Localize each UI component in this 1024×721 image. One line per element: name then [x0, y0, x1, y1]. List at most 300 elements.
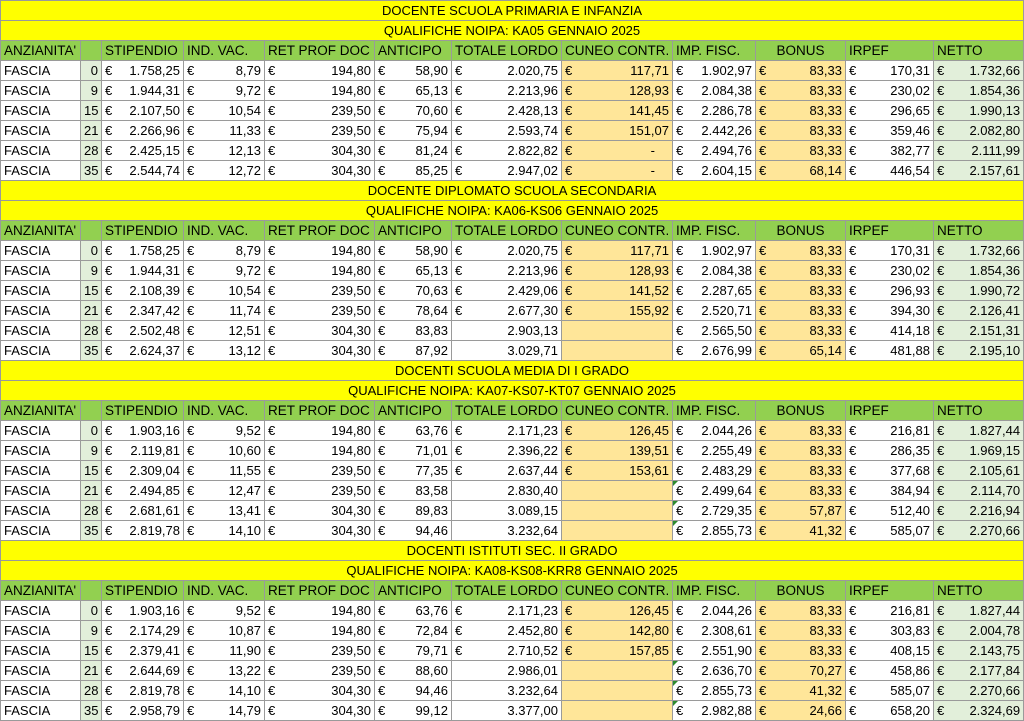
- euro-sign: €: [759, 123, 767, 138]
- amount: 239,50: [331, 123, 371, 138]
- currency-value: [849, 321, 930, 340]
- currency-value: [187, 421, 261, 440]
- fascia-cell: FASCIA: [1, 621, 81, 641]
- amount: 2.636,70: [701, 663, 752, 678]
- amount: 194,80: [331, 423, 371, 438]
- netto-cell: [934, 681, 1024, 701]
- ret-prof-doc-cell: [265, 701, 375, 721]
- amount: 83,33: [809, 423, 842, 438]
- amount: 239,50: [331, 643, 371, 658]
- imp-fisc-cell: [673, 641, 756, 661]
- euro-sign: €: [105, 423, 113, 438]
- amount: 230,02: [890, 263, 930, 278]
- currency-value: [378, 441, 448, 460]
- currency-value: [849, 281, 930, 300]
- ret-prof-doc-cell: [265, 661, 375, 681]
- euro-sign: €: [565, 263, 573, 278]
- amount: 2.287,65: [701, 283, 752, 298]
- currency-value: [565, 441, 669, 460]
- amount: 382,77: [890, 143, 930, 158]
- header-row: [1, 41, 1024, 61]
- currency-value: [849, 641, 930, 660]
- irpef-cell: [846, 621, 934, 641]
- euro-sign: €: [937, 663, 945, 678]
- irpef-cell: [846, 441, 934, 461]
- euro-sign: €: [105, 143, 113, 158]
- currency-value: [187, 281, 261, 300]
- currency-value: [937, 501, 1020, 520]
- currency-value: [268, 241, 371, 260]
- euro-sign: €: [378, 603, 386, 618]
- euro-sign: €: [378, 623, 386, 638]
- stipendio-cell: [102, 521, 184, 541]
- fascia-cell: FASCIA: [1, 501, 81, 521]
- amount: 2.637,44: [507, 463, 558, 478]
- netto-cell: [934, 281, 1024, 301]
- table-row: [1, 421, 1024, 441]
- currency-value: [849, 61, 930, 80]
- currency-value: [565, 161, 669, 180]
- euro-sign: €: [187, 683, 195, 698]
- euro-sign: €: [676, 703, 684, 718]
- euro-sign: €: [455, 643, 463, 658]
- header-netto: NETTO: [934, 581, 1024, 601]
- ret-prof-doc-cell: [265, 141, 375, 161]
- currency-value: [676, 701, 752, 720]
- totale-lordo-cell: [452, 501, 562, 521]
- euro-sign: €: [937, 423, 945, 438]
- currency-value: [187, 121, 261, 140]
- currency-value: [378, 641, 448, 660]
- amount: 14,10: [228, 683, 261, 698]
- euro-sign: €: [849, 63, 857, 78]
- bonus-cell: [756, 121, 846, 141]
- ret-prof-doc-cell: [265, 521, 375, 541]
- amount: 2.520,71: [701, 303, 752, 318]
- euro-sign: €: [187, 63, 195, 78]
- currency-value: [759, 681, 842, 700]
- netto-cell: [934, 621, 1024, 641]
- euro-sign: €: [759, 103, 767, 118]
- euro-sign: €: [849, 423, 857, 438]
- euro-sign: €: [676, 303, 684, 318]
- bonus-cell: [756, 641, 846, 661]
- amount: 141,45: [629, 103, 669, 118]
- amount: 194,80: [331, 603, 371, 618]
- euro-sign: €: [676, 623, 684, 638]
- currency-value: [268, 321, 371, 340]
- irpef-cell: [846, 461, 934, 481]
- stipendio-cell: [102, 321, 184, 341]
- amount: 2.177,84: [969, 663, 1021, 678]
- amount: 72,84: [415, 623, 448, 638]
- euro-sign: €: [676, 483, 684, 498]
- currency-value: [849, 121, 930, 140]
- section-subtitle: [1, 561, 1024, 581]
- euro-sign: €: [759, 303, 767, 318]
- euro-sign: €: [565, 623, 573, 638]
- header-totale-lordo: TOTALE LORDO: [452, 581, 562, 601]
- amount: 142,80: [629, 623, 669, 638]
- currency-value: [565, 601, 669, 620]
- euro-sign: €: [187, 243, 195, 258]
- amount: 68,14: [809, 163, 842, 178]
- ind-vac-cell: [184, 421, 265, 441]
- bonus-cell: [756, 301, 846, 321]
- currency-value: [268, 621, 371, 640]
- imp-fisc-cell: [673, 521, 756, 541]
- fascia-cell: FASCIA: [1, 341, 81, 361]
- euro-sign: €: [187, 523, 195, 538]
- amount: 81,24: [415, 143, 448, 158]
- amount: 2.082,80: [969, 123, 1021, 138]
- header-row: [1, 401, 1024, 421]
- amount: 194,80: [331, 63, 371, 78]
- stipendio-cell: [102, 601, 184, 621]
- amount: 2.681,61: [129, 503, 180, 518]
- amount: 63,76: [415, 423, 448, 438]
- section-subtitle: [1, 381, 1024, 401]
- stipendio-cell: [102, 81, 184, 101]
- header-ret-prof-doc: RET PROF DOC: [265, 401, 375, 421]
- euro-sign: €: [676, 243, 684, 258]
- amount: 2.174,29: [129, 623, 180, 638]
- amount: 2.111,99: [971, 143, 1021, 158]
- totale-lordo-cell: [452, 101, 562, 121]
- currency-value: [565, 301, 669, 320]
- amount: 304,30: [331, 343, 371, 358]
- currency-value: [455, 101, 558, 120]
- amount: 1.903,16: [129, 423, 180, 438]
- cuneo-contr-cell: [562, 301, 673, 321]
- ind-vac-cell: [184, 101, 265, 121]
- amount: 303,83: [890, 623, 930, 638]
- fascia-cell: FASCIA: [1, 321, 81, 341]
- amount: 10,54: [228, 103, 261, 118]
- euro-sign: €: [565, 283, 573, 298]
- currency-value: [378, 501, 448, 520]
- ind-vac-cell: [184, 601, 265, 621]
- euro-sign: €: [455, 443, 463, 458]
- currency-value: [455, 621, 558, 640]
- amount: 2.151,31: [969, 323, 1021, 338]
- section-subtitle-text: QUALIFICHE NOIPA: KA06-KS06 GENNAIO 2025: [1, 201, 1024, 221]
- header-stipendio: STIPENDIO: [102, 581, 184, 601]
- amount: 585,07: [890, 523, 930, 538]
- totale-lordo-cell: [452, 461, 562, 481]
- imp-fisc-cell: [673, 321, 756, 341]
- amount: 87,92: [415, 343, 448, 358]
- amount: 83,33: [809, 303, 842, 318]
- amount: 11,55: [229, 463, 261, 478]
- euro-sign: €: [187, 283, 195, 298]
- amount: 65,13: [415, 263, 448, 278]
- fascia-cell: FASCIA: [1, 661, 81, 681]
- anticipo-cell: [375, 481, 452, 501]
- header-anticipo: ANTICIPO: [375, 581, 452, 601]
- amount: 230,02: [890, 83, 930, 98]
- amount: 2.396,22: [507, 443, 558, 458]
- amount: 83,33: [809, 243, 842, 258]
- amount: 1.902,97: [701, 63, 752, 78]
- euro-sign: €: [849, 263, 857, 278]
- currency-value: [455, 261, 558, 280]
- anticipo-cell: [375, 321, 452, 341]
- currency-value: [937, 261, 1020, 280]
- currency-value: [676, 621, 752, 640]
- currency-value: [105, 61, 180, 80]
- section-subtitle-text: QUALIFICHE NOIPA: KA05 GENNAIO 2025: [1, 21, 1024, 41]
- imp-fisc-cell: [673, 501, 756, 521]
- euro-sign: €: [268, 603, 276, 618]
- totale-lordo-cell: [452, 441, 562, 461]
- header-bonus: BONUS: [756, 581, 846, 601]
- currency-value: [378, 61, 448, 80]
- ret-prof-doc-cell: [265, 81, 375, 101]
- table-row: [1, 101, 1024, 121]
- euro-sign: €: [676, 503, 684, 518]
- irpef-cell: [846, 481, 934, 501]
- amount: 2.308,61: [701, 623, 752, 638]
- stipendio-cell: [102, 481, 184, 501]
- netto-cell: [934, 521, 1024, 541]
- totale-lordo-cell: [452, 301, 562, 321]
- amount: 296,65: [890, 103, 930, 118]
- anzianita-cell: 21: [81, 481, 102, 501]
- currency-value: [187, 101, 261, 120]
- amount: 12,13: [228, 143, 261, 158]
- currency-value: [849, 301, 930, 320]
- stipendio-cell: [102, 161, 184, 181]
- currency-value: [937, 521, 1020, 540]
- euro-sign: €: [676, 63, 684, 78]
- euro-sign: €: [565, 303, 573, 318]
- ret-prof-doc-cell: [265, 321, 375, 341]
- anticipo-cell: [375, 421, 452, 441]
- euro-sign: [455, 681, 459, 700]
- currency-value: [759, 421, 842, 440]
- amount: 1.732,66: [969, 243, 1021, 258]
- euro-sign: €: [759, 143, 767, 158]
- amount: 9,72: [235, 83, 261, 98]
- euro-sign: €: [937, 103, 945, 118]
- currency-value: [937, 121, 1020, 140]
- euro-sign: €: [105, 323, 113, 338]
- currency-value: [676, 121, 752, 140]
- amount: 151,07: [629, 123, 669, 138]
- currency-value: [937, 701, 1020, 720]
- euro-sign: €: [268, 703, 276, 718]
- euro-sign: [455, 321, 459, 340]
- euro-sign: €: [268, 623, 276, 638]
- amount: 126,45: [629, 423, 669, 438]
- imp-fisc-cell: [673, 61, 756, 81]
- currency-value: [937, 321, 1020, 340]
- header-imp-fisc: IMP. FISC.: [673, 221, 756, 241]
- section-subtitle-text: QUALIFICHE NOIPA: KA08-KS08-KRR8 GENNAIO 2025: [1, 561, 1024, 581]
- netto-cell: [934, 321, 1024, 341]
- fascia-cell: FASCIA: [1, 301, 81, 321]
- amount: 65,13: [415, 83, 448, 98]
- ind-vac-cell: [184, 441, 265, 461]
- irpef-cell: [846, 421, 934, 441]
- amount: 2.171,23: [507, 423, 558, 438]
- ind-vac-cell: [184, 141, 265, 161]
- amount: 239,50: [331, 483, 371, 498]
- amount: 75,94: [415, 123, 448, 138]
- table-row: [1, 661, 1024, 681]
- currency-value: [849, 681, 930, 700]
- anticipo-cell: [375, 341, 452, 361]
- ret-prof-doc-cell: [265, 241, 375, 261]
- table-row: [1, 701, 1024, 721]
- euro-sign: €: [849, 323, 857, 338]
- anzianita-cell: 28: [81, 141, 102, 161]
- currency-value: [455, 141, 558, 160]
- euro-sign: €: [105, 483, 113, 498]
- euro-sign: €: [378, 123, 386, 138]
- currency-value: [105, 261, 180, 280]
- fascia-cell: FASCIA: [1, 241, 81, 261]
- anzianita-cell: 35: [81, 701, 102, 721]
- currency-value: [105, 481, 180, 500]
- irpef-cell: [846, 321, 934, 341]
- table-row: [1, 261, 1024, 281]
- imp-fisc-cell: [673, 701, 756, 721]
- amount: 286,35: [890, 443, 930, 458]
- bonus-cell: [756, 61, 846, 81]
- amount: 117,71: [630, 243, 669, 258]
- bonus-cell: [756, 241, 846, 261]
- euro-sign: €: [759, 463, 767, 478]
- amount: 2.982,88: [701, 703, 752, 718]
- cuneo-contr-cell: [562, 161, 673, 181]
- currency-value: [676, 321, 752, 340]
- euro-sign: €: [937, 503, 945, 518]
- euro-sign: €: [187, 643, 195, 658]
- currency-value: [455, 641, 558, 660]
- stipendio-cell: [102, 261, 184, 281]
- amount: 2.624,37: [129, 343, 180, 358]
- euro-sign: €: [759, 343, 767, 358]
- anzianita-cell: 21: [81, 121, 102, 141]
- amount: 1.903,16: [129, 603, 180, 618]
- amount: 2.105,61: [969, 463, 1021, 478]
- ret-prof-doc-cell: [265, 481, 375, 501]
- amount: 2.108,39: [129, 283, 180, 298]
- euro-sign: €: [378, 523, 386, 538]
- currency-value: [759, 441, 842, 460]
- amount: 2.126,41: [969, 303, 1021, 318]
- irpef-cell: [846, 521, 934, 541]
- bonus-cell: [756, 261, 846, 281]
- amount: 83,33: [809, 143, 842, 158]
- euro-sign: €: [937, 83, 945, 98]
- ind-vac-cell: [184, 701, 265, 721]
- euro-sign: €: [378, 683, 386, 698]
- ind-vac-cell: [184, 461, 265, 481]
- currency-value: [268, 421, 371, 440]
- bonus-cell: [756, 281, 846, 301]
- amount: 304,30: [331, 503, 371, 518]
- amount: 128,93: [629, 263, 669, 278]
- euro-sign: €: [759, 603, 767, 618]
- bonus-cell: [756, 81, 846, 101]
- stipendio-cell: [102, 341, 184, 361]
- anzianita-cell: 15: [81, 101, 102, 121]
- anticipo-cell: [375, 701, 452, 721]
- amount: 2.483,29: [701, 463, 752, 478]
- euro-sign: €: [676, 123, 684, 138]
- amount: 3.232,64: [507, 683, 558, 698]
- currency-value: [759, 241, 842, 260]
- totale-lordo-cell: [452, 341, 562, 361]
- currency-value: [676, 461, 752, 480]
- ind-vac-cell: [184, 641, 265, 661]
- anzianita-cell: 35: [81, 341, 102, 361]
- amount: 446,54: [890, 163, 930, 178]
- currency-value: [759, 301, 842, 320]
- euro-sign: €: [105, 643, 113, 658]
- euro-sign: €: [676, 143, 684, 158]
- euro-sign: €: [268, 643, 276, 658]
- currency-value: [105, 81, 180, 100]
- euro-sign: €: [105, 343, 113, 358]
- amount: 13,12: [228, 343, 261, 358]
- currency-value: [378, 521, 448, 540]
- ret-prof-doc-cell: [265, 101, 375, 121]
- amount: 83,33: [809, 83, 842, 98]
- ind-vac-cell: [184, 241, 265, 261]
- currency-value: [759, 101, 842, 120]
- amount: 304,30: [331, 163, 371, 178]
- currency-value: [268, 281, 371, 300]
- section-title: [1, 181, 1024, 201]
- euro-sign: €: [849, 603, 857, 618]
- anzianita-cell: 9: [81, 261, 102, 281]
- currency-value: [676, 421, 752, 440]
- table-row: [1, 301, 1024, 321]
- currency-value: [187, 621, 261, 640]
- fascia-cell: FASCIA: [1, 81, 81, 101]
- currency-value: [105, 141, 180, 160]
- imp-fisc-cell: [673, 661, 756, 681]
- imp-fisc-cell: [673, 301, 756, 321]
- currency-value: [105, 241, 180, 260]
- euro-sign: €: [455, 83, 463, 98]
- stipendio-cell: [102, 241, 184, 261]
- amount: 2.551,90: [701, 643, 752, 658]
- imp-fisc-cell: [673, 341, 756, 361]
- header-imp-fisc: IMP. FISC.: [673, 401, 756, 421]
- euro-sign: €: [849, 83, 857, 98]
- header-ret-prof-doc: RET PROF DOC: [265, 221, 375, 241]
- bonus-cell: [756, 101, 846, 121]
- table-row: [1, 161, 1024, 181]
- imp-fisc-cell: [673, 241, 756, 261]
- cuneo-contr-cell: [562, 421, 673, 441]
- currency-value: [849, 421, 930, 440]
- stipendio-cell: [102, 441, 184, 461]
- euro-sign: [455, 501, 459, 520]
- cuneo-contr-cell: [562, 61, 673, 81]
- euro-sign: €: [268, 463, 276, 478]
- euro-sign: €: [455, 283, 463, 298]
- cuneo-contr-cell: [562, 121, 673, 141]
- cuneo-contr-cell: [562, 601, 673, 621]
- euro-sign: €: [268, 443, 276, 458]
- amount: 2.195,10: [969, 343, 1021, 358]
